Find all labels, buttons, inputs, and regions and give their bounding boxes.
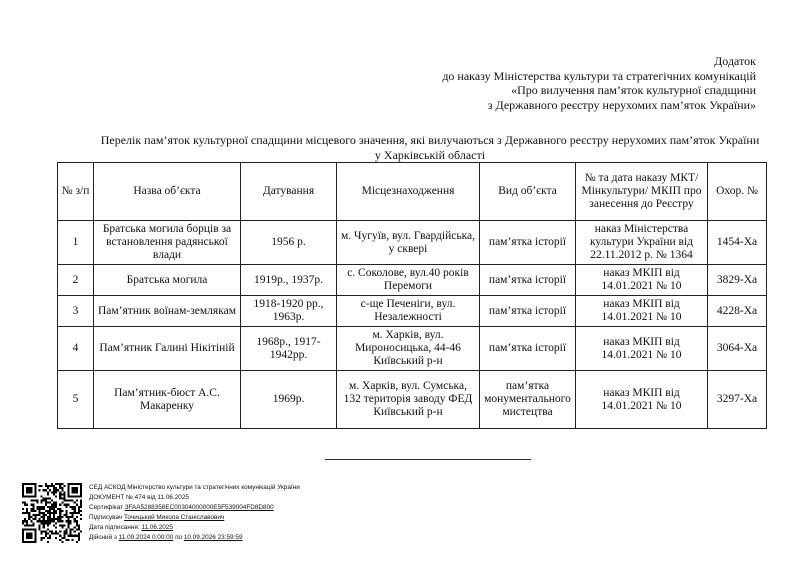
header-cell: Охор. № [708,163,767,221]
table-cell: м. Чугуїв, вул. Гвардійська, у сквері [337,221,480,265]
table-cell: наказ МКІП від 14.01.2021 № 10 [576,265,708,296]
header-cell: № з/п [58,163,94,221]
table-cell: м. Харків, вул. Мироносицька, 44-46 Київський р-н [337,327,480,371]
table-cell: 4 [58,327,94,371]
stamp-system-line: СЕД АСКОД Міністерство культури та стратегічних комунікацій України [89,484,300,491]
stamp-signer-line [89,513,300,523]
table-cell: 1918-1920 рр., 1963р. [241,296,337,327]
stamp-validity-line [89,533,300,543]
table-cell: с-ще Печеніги, вул. Незалежності [337,296,480,327]
table-cell: м. Харків, вул. Сумська, 132 територія заводу ФЕД Київський р-н [337,371,480,429]
table-row [58,327,767,371]
table-cell: пам’ятка історії [480,221,576,265]
header-cell: Датування [241,163,337,221]
table-cell: пам’ятка історії [480,296,576,327]
valid-to-value: 10.09.2026 23:59:59 [183,534,243,541]
table-cell: с. Соколове, вул.40 років Перемоги [337,265,480,296]
table-cell: 3064-Ха [708,327,767,371]
stamp-certificate-line [89,503,300,513]
certificate-label: Сертифікат [89,504,124,511]
valid-label: Дійсний з [89,534,117,541]
stamp-date-line [89,523,300,533]
table-cell: наказ МКІП від 14.01.2021 № 10 [576,371,708,429]
table-row [58,221,767,265]
table-cell: Братська могила борців за встановлення радянської влади [94,221,241,265]
table-cell: пам’ятка історії [480,265,576,296]
date-label: Дата підписання: [89,524,140,531]
monuments-table [57,162,767,429]
annex-line: до наказу Міністерства культури та стратегічних комунікацій [442,68,756,83]
table-cell: 1919р., 1937р. [241,265,337,296]
stamp-document-line: ДОКУМЕНТ № 474 від 11.06.2025 [89,494,189,501]
table-header-row [58,163,767,221]
table-cell: 1968р., 1917-1942рр. [241,327,337,371]
table-cell: Братська могила [94,265,241,296]
valid-from-value: 11.09.2024 0:00:00 [118,534,174,541]
table-cell: наказ Міністерства культури України від 22.11.2012 р. № 1364 [576,221,708,265]
table-cell: 4228-Ха [708,296,767,327]
table-cell: 1454-Ха [708,221,767,265]
table-cell: Пам’ятник воїнам-землякам [94,296,241,327]
table-cell: наказ МКІП від 14.01.2021 № 10 [576,296,708,327]
table-cell: 1969р. [241,371,337,429]
table-row [58,265,767,296]
table-row [58,371,767,429]
header-cell: Назва об’єкта [94,163,241,221]
header-cell: Місцезнаходження [337,163,480,221]
table-cell: 3829-Ха [708,265,767,296]
valid-to-label: по [175,534,183,541]
table-cell: наказ МКІП від 14.01.2021 № 10 [576,327,708,371]
table-cell: Пам’ятник Галині Нікітіній [94,327,241,371]
annex-line: з Державного реєстру нерухомих пам’яток України» [487,97,756,112]
date-value: 11.06.2025 [141,524,173,531]
certificate-value: 3FAA5288358EC00304000000E5F539004FD8D800 [124,504,274,511]
table-cell: 1956 р. [241,221,337,265]
annex-line: «Про вилучення пам’яток культурної спадщини [511,83,756,97]
separator-line [325,459,531,460]
signer-label: Підписувач [89,514,123,521]
table-cell: 2 [58,265,94,296]
table-cell: 3297-Ха [708,371,767,429]
table-row [58,296,767,327]
signer-value: Точицький Микола Станіславович [124,514,225,521]
table-cell: 3 [58,296,94,327]
header-cell: № та дата наказу МКТ/Мінкультури/ МКІП про занесення до Реєстру [576,163,708,221]
table-cell: 5 [58,371,94,429]
annex-line: Додаток [714,54,756,68]
header-cell: Вид об’єкта [480,163,576,221]
document-title: Перелік пам’яток культурної спадщини місцевого значення, які вилучаються з Державного реєстру нерухомих пам’яток України у Харківській області [100,133,760,162]
table-cell: Пам’ятник-бюст А.С. Макаренку [94,371,241,429]
table-cell: 1 [58,221,94,265]
table-cell: пам’ятка монументального мистецтва [480,371,576,429]
annex-block [442,54,756,112]
e-signature-stamp [89,483,300,543]
qr-code-icon [22,483,82,543]
table-cell: пам’ятка історії [480,327,576,371]
